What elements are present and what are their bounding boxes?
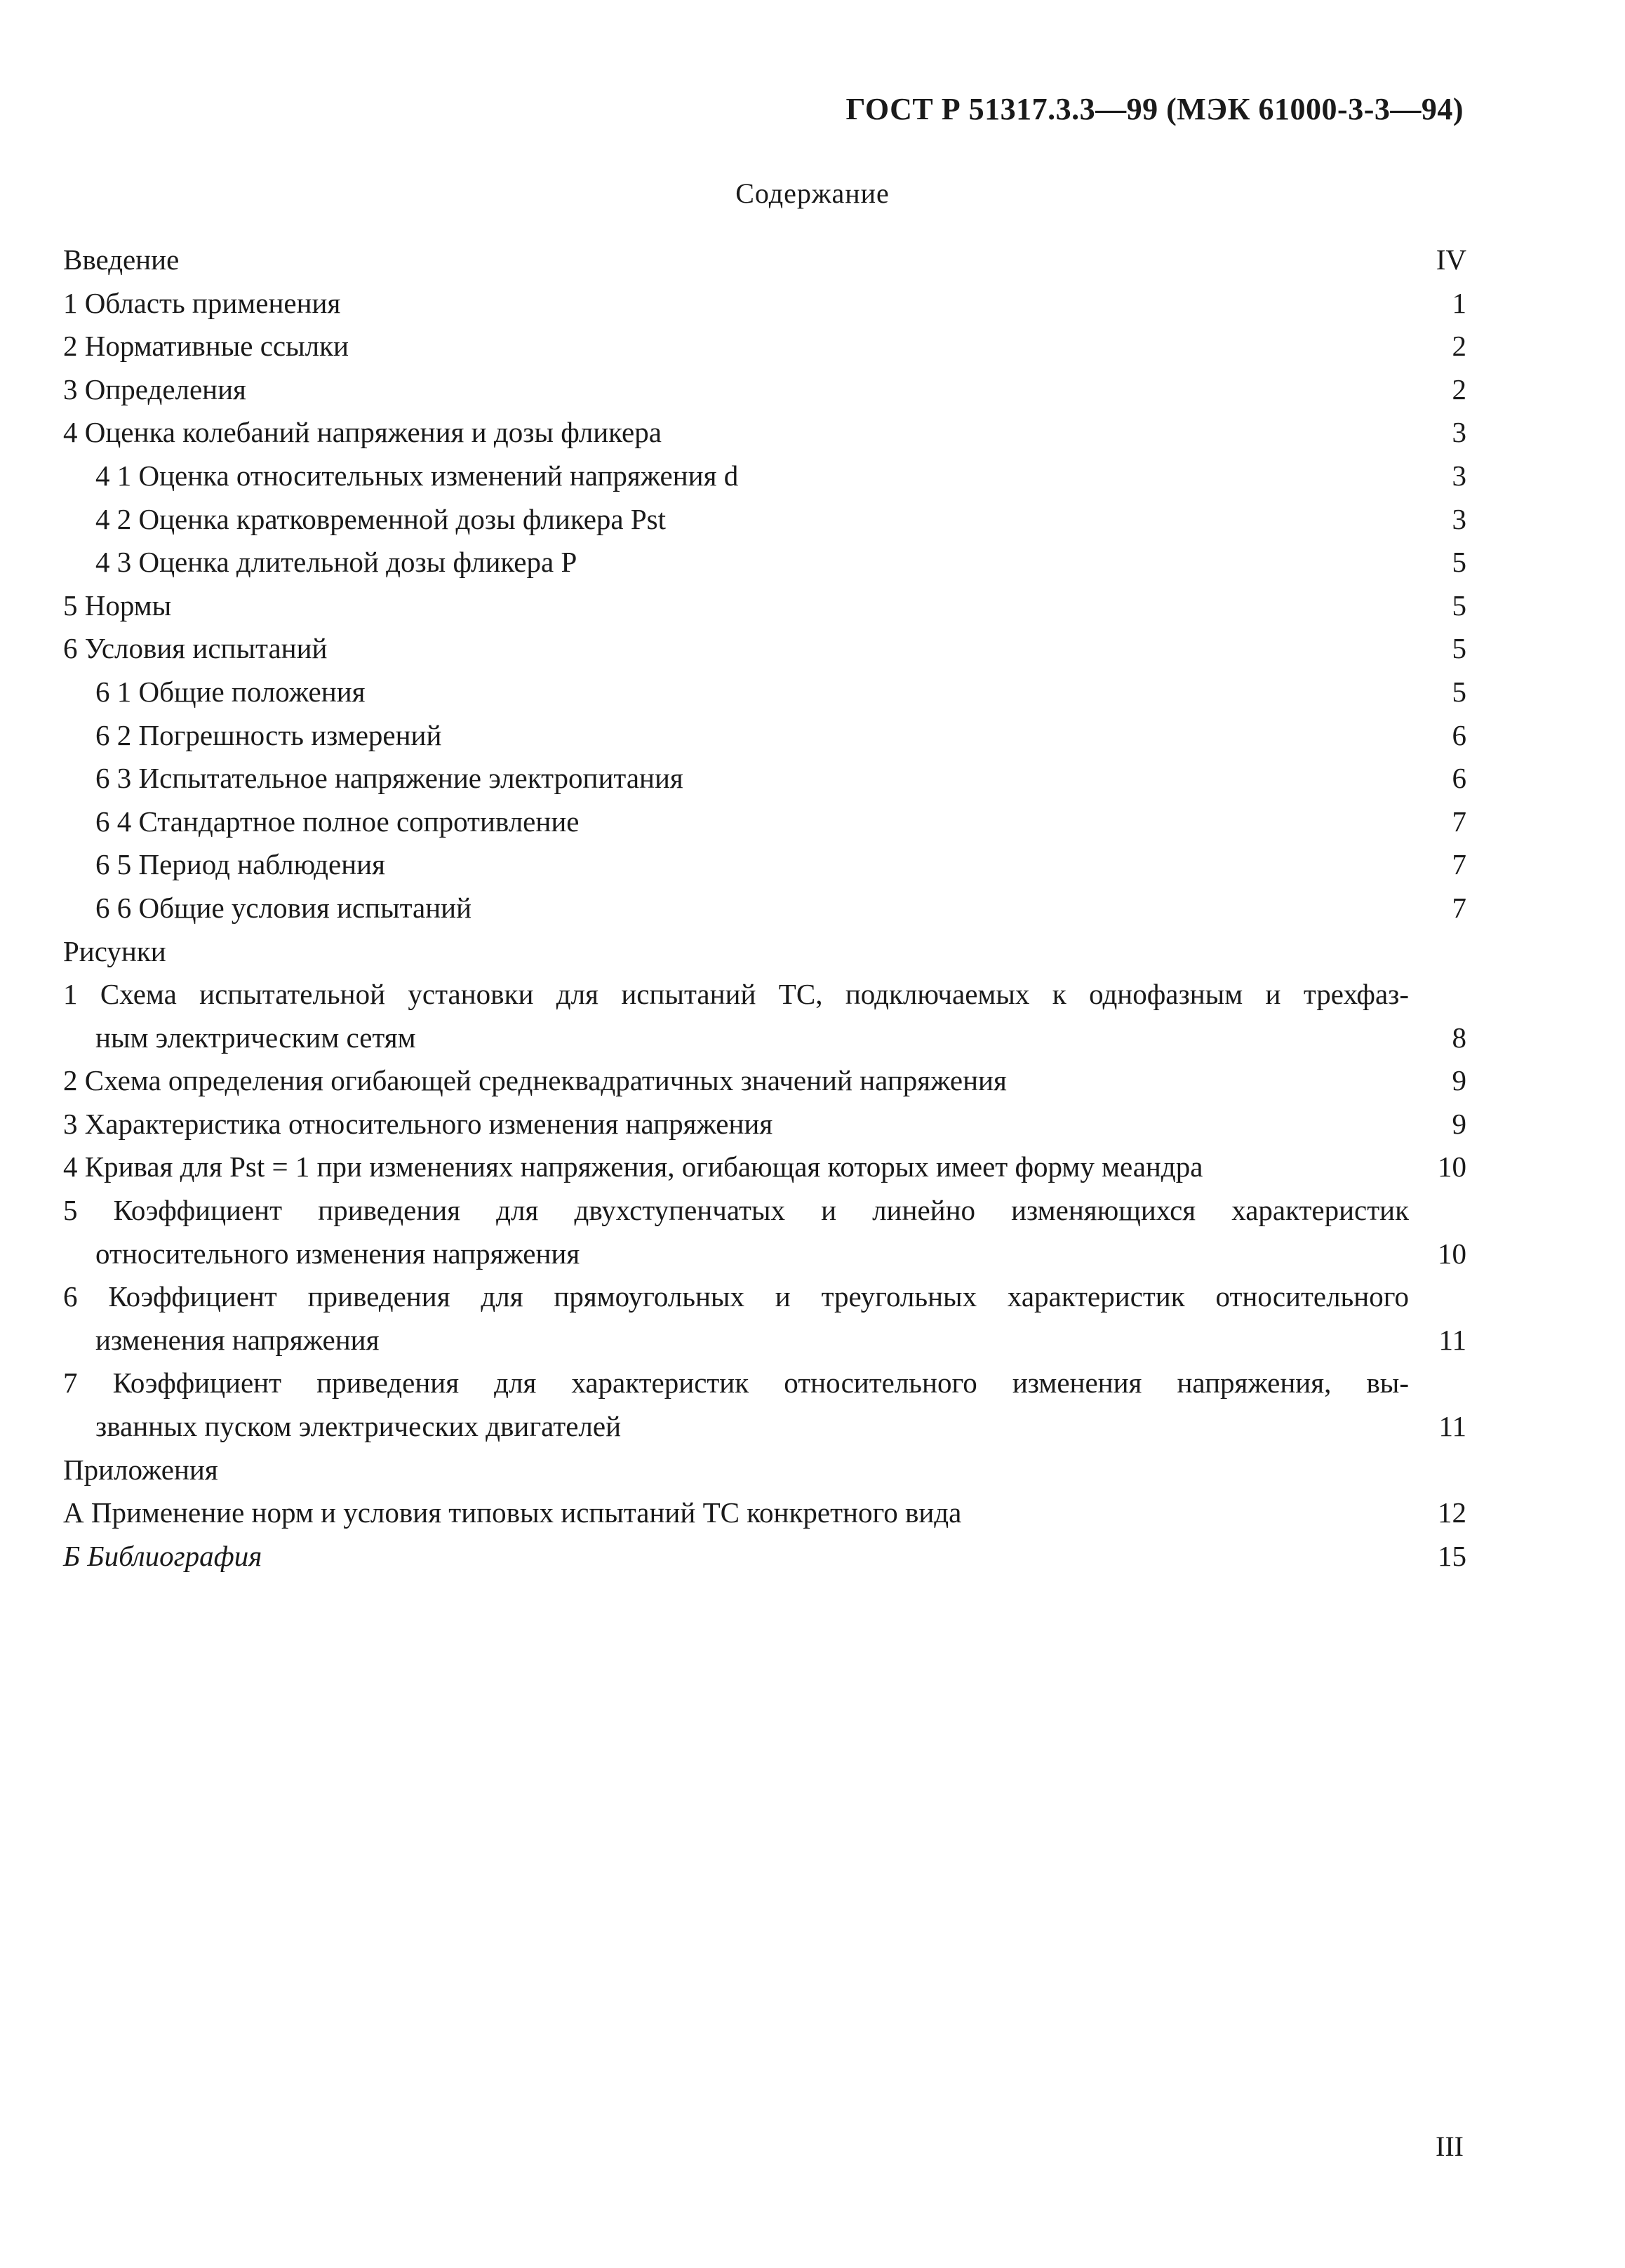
- toc-entry[interactable]: [63, 584, 1466, 628]
- toc-subentry[interactable]: [63, 887, 1466, 930]
- toc-entry-label: 5 Коэффициент приведения для двухступенчатых и линейно изменяющихся характеристик: [63, 1194, 1409, 1227]
- toc-entry-page: 1: [1452, 286, 1466, 319]
- toc-appendix-entry[interactable]: [63, 1491, 1466, 1535]
- toc-entry-label: 3 Характеристика относительного изменения напряжения: [63, 1107, 773, 1140]
- toc-entry-label: 6 4 Стандартное полное сопротивление: [95, 805, 580, 838]
- toc-entry-label: Введение: [63, 243, 180, 276]
- toc-entry-label-continued: званных пуском электрических двигателей: [95, 1410, 622, 1443]
- toc-entry-label: 1 Схема испытательной установки для испытаний ТС, подключаемых к однофазным и трехфаз-: [63, 978, 1409, 1011]
- toc-figure-entry[interactable]: [63, 1275, 1466, 1362]
- toc-entry[interactable]: [63, 411, 1466, 455]
- toc-entry-page: 5: [1452, 546, 1466, 579]
- toc-entry-label: 2 Нормативные ссылки: [63, 330, 349, 363]
- toc-entry-page: 6: [1452, 762, 1466, 795]
- toc-subentry[interactable]: [63, 757, 1466, 800]
- toc-entry-page: 2: [1452, 373, 1466, 405]
- toc-entry-label: 3 Определения: [63, 373, 246, 405]
- toc-entry-page: 9: [1452, 1064, 1466, 1097]
- toc-entry-page: IV: [1436, 243, 1466, 276]
- toc-subentry[interactable]: [63, 800, 1466, 844]
- toc-entry-page: 7: [1452, 848, 1466, 881]
- toc-entry-page: 3: [1452, 459, 1466, 492]
- toc-entry-label: 5 Нормы: [63, 589, 172, 622]
- page-number: III: [1436, 2131, 1464, 2162]
- toc-subentry[interactable]: [63, 671, 1466, 714]
- toc-entry[interactable]: [63, 282, 1466, 326]
- toc-entry-label: 6 1 Общие положения: [95, 675, 366, 708]
- figures-heading: [63, 930, 1466, 974]
- toc-entry-page: 10: [1438, 1237, 1466, 1270]
- toc-entry-label: 7 Коэффициент приведения для характеристик относительного изменения напряжения, вы-: [63, 1367, 1409, 1400]
- toc-entry-page: 9: [1452, 1107, 1466, 1140]
- toc-subentry[interactable]: [63, 843, 1466, 887]
- toc-entry-page: 5: [1452, 589, 1466, 622]
- toc-entry-page: 10: [1438, 1150, 1466, 1183]
- toc-subentry[interactable]: [63, 455, 1466, 498]
- toc-entry-label: 6 6 Общие условия испытаний: [95, 891, 472, 924]
- toc-entry-label: 2 Схема определения огибающей среднеквадратичных значений напряжения: [63, 1064, 1007, 1097]
- toc-entry-page: 6: [1452, 718, 1466, 751]
- toc-entry[interactable]: [63, 325, 1466, 368]
- toc-entry[interactable]: [63, 627, 1466, 671]
- toc-figure-entry[interactable]: [63, 1189, 1466, 1275]
- toc-entry-label: 4 1 Оценка относительных изменений напряжения d: [95, 459, 739, 492]
- document-header: ГОСТ Р 51317.3.3—99 (МЭК 61000-3-3—94): [845, 92, 1464, 126]
- toc-entry-page: 5: [1452, 675, 1466, 708]
- toc-entry-page: 12: [1438, 1496, 1466, 1529]
- toc-entry-label: 6 3 Испытательное напряжение электропитания: [95, 762, 683, 795]
- toc-entry-label: 4 2 Оценка кратковременной дозы фликера Pst: [95, 502, 667, 535]
- toc-entry-label: 4 Кривая для Pst = 1 при изменениях напряжения, огибающая которых имеет форму меандра: [63, 1150, 1203, 1183]
- toc-subentry[interactable]: [63, 541, 1466, 584]
- toc-entry-page: 3: [1452, 502, 1466, 535]
- toc-entry-label: 1 Область применения: [63, 286, 341, 319]
- toc-figure-entry[interactable]: [63, 973, 1466, 1059]
- toc-figure-entry[interactable]: [63, 1146, 1466, 1189]
- toc-figure-entry[interactable]: [63, 1103, 1466, 1146]
- toc-entry-page: 11: [1438, 1323, 1466, 1356]
- toc-entry-label-continued: изменения напряжения: [95, 1323, 380, 1356]
- toc-entry[interactable]: [63, 368, 1466, 412]
- toc-subentry[interactable]: [63, 714, 1466, 758]
- toc-entry-label: Б Библиография: [63, 1539, 262, 1572]
- toc-entry-page: 2: [1452, 330, 1466, 363]
- toc-entry-page: 5: [1452, 632, 1466, 665]
- table-of-contents: [63, 239, 1466, 1578]
- toc-entry-label: 4 3 Оценка длительной дозы фликера P: [95, 546, 577, 579]
- toc-entry-page: 15: [1438, 1539, 1466, 1572]
- toc-entry-label: 6 Условия испытаний: [63, 632, 328, 665]
- toc-entry-label: 4 Оценка колебаний напряжения и дозы фликера: [63, 416, 662, 449]
- toc-figure-entry[interactable]: [63, 1362, 1466, 1448]
- toc-entry-page: 8: [1452, 1021, 1466, 1054]
- toc-entry-label: 6 2 Погрешность измерений: [95, 718, 442, 751]
- toc-subentry[interactable]: [63, 498, 1466, 542]
- toc-title: Содержание: [735, 177, 890, 209]
- toc-entry[interactable]: [63, 239, 1466, 282]
- toc-entry-page: 7: [1452, 805, 1466, 838]
- appendices-heading: [63, 1449, 1466, 1492]
- toc-entry-label: 6 Коэффициент приведения для прямоугольных и треугольных характеристик относительного: [63, 1280, 1409, 1313]
- figures-heading-label: Рисунки: [63, 934, 166, 967]
- toc-entry-label-continued: ным электрическим сетям: [95, 1021, 416, 1054]
- toc-entry-label: 6 5 Период наблюдения: [95, 848, 385, 881]
- toc-entry-label: А Применение норм и условия типовых испытаний ТС конкретного вида: [63, 1496, 962, 1529]
- toc-entry-page: 11: [1438, 1410, 1466, 1443]
- toc-entry-page: 3: [1452, 416, 1466, 449]
- toc-figure-entry[interactable]: [63, 1059, 1466, 1103]
- toc-entry-page: 7: [1452, 891, 1466, 924]
- appendices-heading-label: Приложения: [63, 1453, 218, 1486]
- toc-entry-label-continued: относительного изменения напряжения: [95, 1237, 580, 1270]
- toc-appendix-entry[interactable]: [63, 1535, 1466, 1578]
